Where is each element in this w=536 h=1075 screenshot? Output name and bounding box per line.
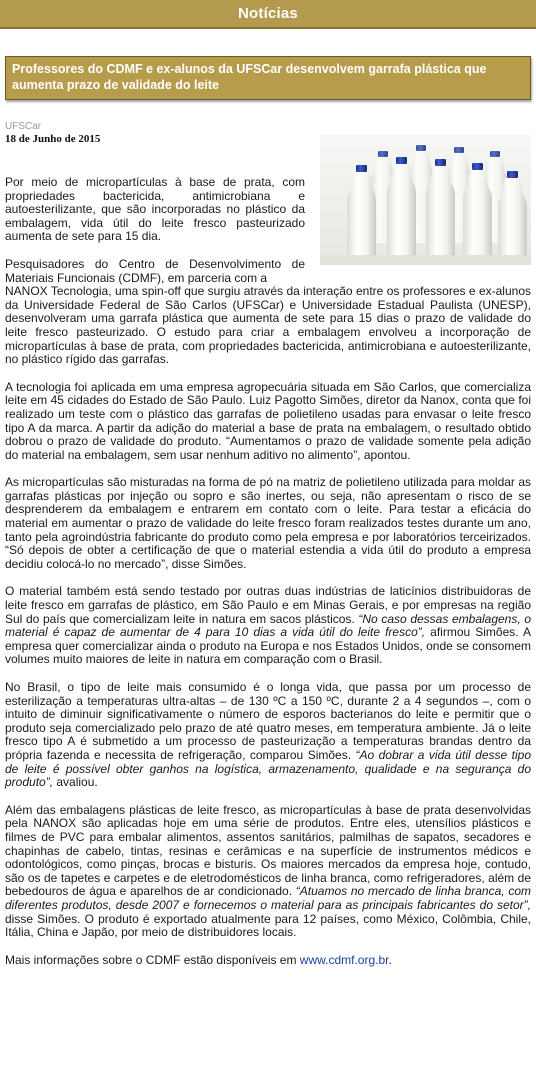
article-paragraph-8 (5, 954, 531, 968)
article-paragraph-2-intro: Pesquisadores do Centro de Desenvolvimento de Materiais Funcionais (CDMF), em parceria com a (5, 256, 305, 285)
article-headline: Professores do CDMF e ex-alunos da UFSCar desenvolvem garrafa plástica que aumenta prazo de validade do leite (12, 62, 487, 92)
p5-text: O material também está sendo testado por outras duas indústrias de laticínios distribuidoras de leite fresco em garrafas de plástico, em São Paulo e em Minas Gerais, e por empresas na região Sul do país que comercializam leite in natura em sacos plásticos. (5, 584, 531, 626)
article-paragraph-1: Por meio de micropartículas à base de prata, com propriedades bactericida, antimicrobiana e autoesterilizante, que são incorporadas no plástico da embalagem, vida útil do leite fresco pasteurizado aumenta de sete para 15 dia. (5, 175, 305, 244)
p7-text-end: disse Simões. O produto é exportado atualmente para 12 países, como México, Colômbia, Chile, Itália, China e Japão, por meio de distribuidores locais. (5, 911, 531, 940)
cdmf-link[interactable]: www.cdmf.org.br (299, 952, 389, 967)
headline-box (5, 56, 531, 100)
article-paragraph-2 (5, 258, 531, 367)
p7-text: Além das embalagens plásticas de leite fresco, as micropartículas à base de prata desenvolvidas pela NANOX são aplicadas hoje em uma série de produtos. Entre eles, utensílios plásticos e filmes de PVC para embalar alimentos, assentos sanitários, palmilhas de sapatos, secadores e chapinhas de cabelo, tintas, resinas e cerâmicas e na superfície de instrumentos médicos e odontológicos, como pinças, brocas e bisturis. Os maiores mercados da empresa hoje, contudo, são os de tapetes e carpetes e de eletrodomésticos de linha branca, como refrigeradores, além de bebedouros de água e aparelhos de ar condicionado. (5, 802, 531, 899)
article-body (5, 176, 531, 981)
section-title: Notícias (238, 5, 298, 22)
p5-quote: “No caso dessas embalagens, o material é capaz de aumentar de 4 para 10 dias a vida útil do leite fresco”, (5, 611, 531, 640)
p7-quote: “Atuamos no mercado de linha branca, com diferentes produtos, desde 2007 e fornecemos o material para as principais fabricantes do setor”, (5, 884, 531, 912)
p5-text-end: afirmou Simões. A empresa quer comercializar ainda o produto na Europa e nos Estados Unidos, onde se consomem volumes muito maiores de leite in natura em comparação com o Brasil. (5, 625, 531, 667)
article-paragraph-2-rest: NANOX Tecnologia, uma spin-off que surgiu através da interação entre os professores e ex-alunos da Universidade Federal de São Carlos (UFSCar) e Universidade Estadual Paulista (UNESP), desenvolveram uma garrafa plástica que aumenta de sete para 15 dias o prazo de validade do leite fresco pasteurizado. O estudo para criar a embalagem envolveu a incorporação de micropartículas à base de prata, com propriedades bactericida, antimicrobiana e autoesterilizante, no plástico rígido das garrafas. (5, 284, 531, 367)
article-paragraph-6 (5, 681, 531, 790)
article-paragraph-7 (5, 804, 531, 940)
article-paragraph-4: As micropartículas são misturadas na forma de pó na matriz de polietileno utilizada para moldar as garrafas plásticas por injeção ou sopro e são inertes, ou seja, não apresentam o risco de se desprenderem da embalagem e entrarem em contato com o leite. Para testar a eficácia do material em aumentar o prazo de validade do leite fresco foram realizados testes durante um ano, tanto pela agroindústria fabricante do produto como pela empresa e por laboratórios terceirizados. “Só depois de obter a certificação de que o material estendia a vida útil do produto a empresa decidiu colocá-lo no mercado”, disse Simões. (5, 475, 531, 571)
article-paragraph-5 (5, 585, 531, 667)
section-header (0, 0, 536, 29)
more-info-end: . (388, 952, 392, 967)
article-date: 18 de Junho de 2015 (5, 133, 101, 145)
article-source: UFSCar (5, 121, 42, 132)
more-info-text: Mais informações sobre o CDMF estão disponíveis em (5, 952, 300, 967)
p6-text: No Brasil, o tipo de leite mais consumido é o longa vida, que passa por um processo de esterilização a temperaturas ultra-altas – de 130 ºC a 150 ºC, durante 2 a 4 segundos –, com o intuito de diminuir significativamente o número de esporos bacterianos do leite e permitir que o produto seja comercializado pelo prazo de até quatro meses, em temperatura ambiente. Já o leite fresco tipo A é submetido a um processo de pasteurização a temperaturas brandas dentro da própria fazenda e necessita de refrigeração, comparou Simões. (5, 680, 531, 762)
p6-text-end: avaliou. (53, 775, 98, 790)
p6-quote: “Ao dobrar a vida útil desse tipo de leite é possível obter ganhos na logística, armazenamento, qualidade e na segurança do produto”, (5, 747, 531, 790)
article-paragraph-3: A tecnologia foi aplicada em uma empresa agropecuária situada em São Carlos, que comercializa leite em 45 cidades do Estado de São Paulo. Luiz Pagotto Simões, diretor da Nanox, conta que foi realizado um teste com o plástico das garrafas de polietileno usadas para envasar o leite fresco tipo A da marca. A partir da adição do material a base de prata na embalagem, o resultado obtido dobrou o prazo de validade do produto. “Aumentamos o prazo de validade somente pela adição do material na embalagem, sem usar nenhum aditivo no alimento”, apontou. (5, 379, 531, 462)
